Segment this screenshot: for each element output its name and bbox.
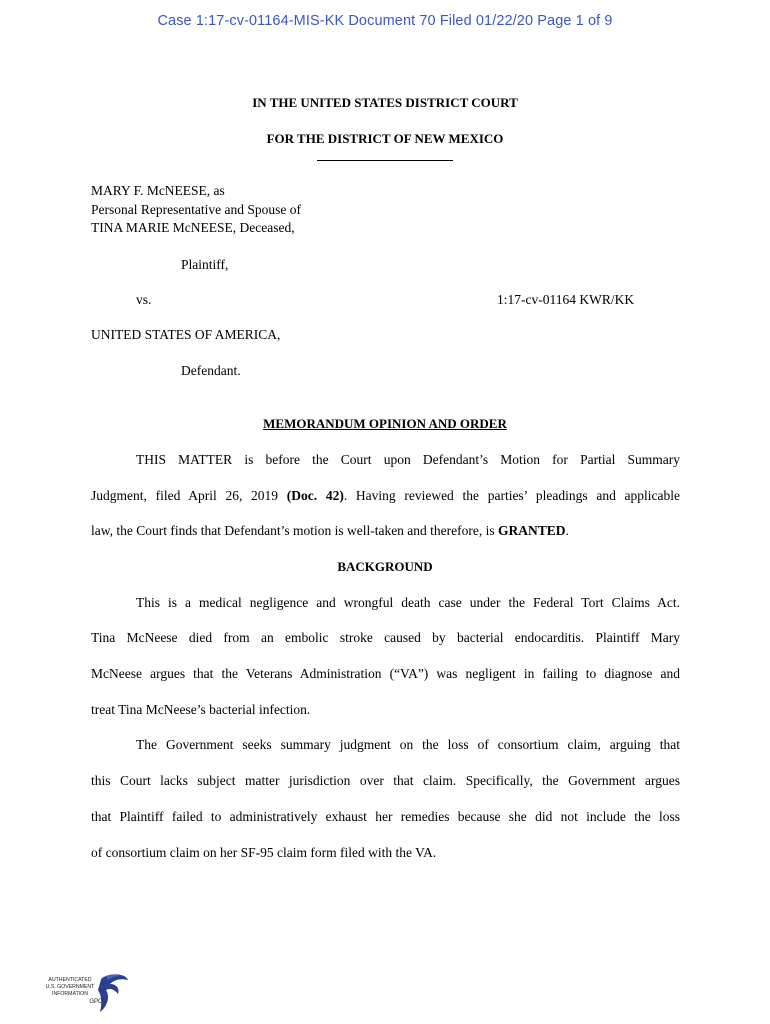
background-p1-line-3: McNeese argues that the Veterans Administration (“VA”) was negligent in failing to diagnose and (91, 666, 680, 681)
background-p1-line-4: treat Tina McNeese’s bacterial infection. (91, 702, 311, 717)
plaintiff-line-1: MARY F. McNEESE, as (91, 183, 225, 198)
gpo-line-4: GPO (89, 999, 103, 1005)
case-header-stamp: Case 1:17-cv-01164-MIS-KK Document 70 Filed 01/22/20 Page 1 of 9 (157, 13, 613, 29)
background-p2-line-3: that Plaintiff failed to administratively exhaust her remedies because she did not include the loss (91, 809, 680, 824)
intro-line-2-text: Judgment, filed April 26, 2019 (91, 488, 287, 503)
gpo-line-3: INFORMATION (52, 991, 88, 997)
intro-line-3-text: law, the Court finds that Defendant’s motion is well-taken and therefore, is (91, 523, 499, 538)
background-heading: BACKGROUND (337, 559, 433, 574)
intro-line-2-text-end: . Having reviewed the parties’ pleadings and applicable (343, 488, 680, 503)
background-p2-line-4: of consortium claim on her SF-95 claim form filed with the VA. (91, 845, 437, 860)
background-p1-line-2: Tina McNeese died from an embolic stroke caused by bacterial endocarditis. Plaintiff Mary (91, 630, 680, 645)
background-p1-line-1: This is a medical negligence and wrongful death case under the Federal Tort Claims Act. (136, 595, 680, 610)
document-title: MEMORANDUM OPINION AND ORDER (263, 416, 507, 431)
plaintiff-line-3: TINA MARIE McNEESE, Deceased, (91, 220, 295, 235)
versus-label: vs. (136, 292, 152, 307)
case-number: 1:17-cv-01164 KWR/KK (497, 292, 635, 307)
intro-line-3 (91, 523, 680, 539)
doc-reference: (Doc. 42) (286, 488, 344, 503)
court-name-line2: FOR THE DISTRICT OF NEW MEXICO (266, 131, 504, 146)
background-p2-line-1: The Government seeks summary judgment on the loss of consortium claim, arguing that (136, 737, 680, 752)
background-p2-line-2: this Court lacks subject matter jurisdiction over that claim. Specifically, the Government argues (91, 773, 680, 788)
intro-line-1: THIS MATTER is before the Court upon Defendant’s Motion for Partial Summary (136, 452, 680, 467)
court-name-line1: IN THE UNITED STATES DISTRICT COURT (252, 95, 518, 110)
gpo-authenticated-seal-icon (40, 972, 132, 1016)
ruling-granted: GRANTED (498, 523, 566, 538)
intro-line-2 (91, 488, 680, 504)
defendant-name: UNITED STATES OF AMERICA, (91, 327, 281, 342)
heading-divider (317, 160, 453, 161)
plaintiff-role: Plaintiff, (181, 257, 229, 272)
intro-line-3-end: . (565, 523, 569, 538)
plaintiff-line-2: Personal Representative and Spouse of (91, 202, 301, 217)
gpo-line-1: AUTHENTICATED (48, 977, 92, 983)
gpo-line-2: U.S. GOVERNMENT (45, 984, 95, 990)
defendant-role: Defendant. (181, 363, 241, 378)
